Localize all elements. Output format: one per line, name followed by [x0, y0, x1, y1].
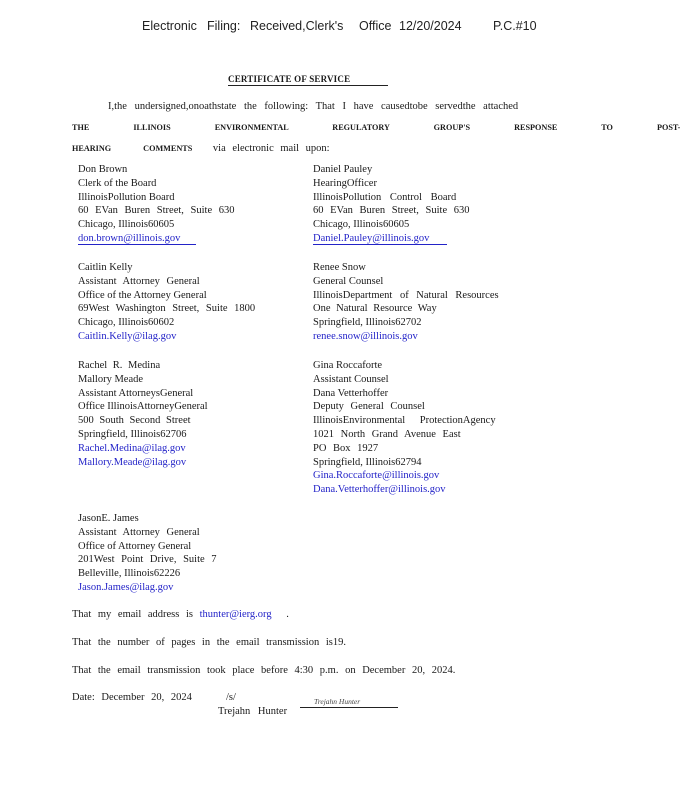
recipient-line: Rachel R. Medina: [78, 360, 161, 371]
recipient-line: 60 EVan Buren Street, Suite 630: [78, 205, 235, 217]
recipient-email[interactable]: Dana.Vetterhoffer@illinois.gov: [313, 484, 446, 496]
recipient-line: General Counsel: [313, 275, 384, 287]
recipient-email[interactable]: Caitlin.Kelly@ilag.gov: [78, 330, 177, 342]
recipient-email[interactable]: renee.snow@illinois.gov: [313, 330, 418, 342]
recipient-line: 201West Point Drive, Suite 7: [78, 554, 217, 566]
pages-statement: That the number of pages in the email transmission is19.: [72, 637, 346, 648]
time-statement: That the email transmission took place before 4:30 p.m. on December 20, 2024.: [72, 665, 456, 676]
signature-date: Date: December 20, 2024: [72, 692, 192, 703]
recipient-line: Office of Attorney General: [78, 540, 192, 552]
intro-line-1: I,the undersigned,onoathstate the following: That I have causedtobe servedthe attached: [108, 101, 519, 112]
office-label: Office: [359, 19, 392, 33]
recipient-line: 69West Washington Street, Suite 1800: [78, 303, 256, 315]
recipient-line: IllinoisDepartment of Natural Resources: [313, 289, 499, 301]
intro-line-2: THE ILLINOIS ENVIRONMENTAL REGULATORY GROUP'S RESPONSE TO POST-: [72, 123, 680, 132]
recipient-line: Chicago, Illinois60602: [78, 317, 175, 329]
recipient-block: [313, 163, 469, 246]
recipient-line: IllinoisEnvironmental ProtectionAgency: [313, 415, 496, 427]
recipient-email[interactable]: Mallory.Meade@ilag.gov: [78, 456, 187, 468]
recipient-line: JasonE. James: [78, 513, 139, 524]
signature-slash: /s/: [226, 692, 236, 703]
recipient-line: Deputy General Counsel: [313, 401, 425, 413]
received-label: Received,Clerk's: [250, 19, 344, 33]
recipient-line: Chicago, Illinois60605: [78, 219, 175, 231]
recipient-line: IllinoisPollution Control Board: [313, 191, 457, 203]
recipient-line: Office of the Attorney General: [78, 289, 207, 301]
recipient-line: 60 EVan Buren Street, Suite 630: [313, 205, 470, 217]
recipient-line: Springfield, Illinois62794: [313, 456, 422, 468]
intro-line-3: [72, 143, 330, 154]
recipient-block: [78, 163, 234, 246]
pc-number: P.C.#10: [493, 19, 537, 33]
recipient-line: Clerk of the Board: [78, 177, 157, 189]
recipient-line: PO Box 1927: [313, 442, 379, 454]
document-title: CERTIFICATE OF SERVICE: [228, 74, 388, 86]
recipient-line: Assistant AttorneysGeneral: [78, 387, 194, 399]
recipient-email[interactable]: Rachel.Medina@ilag.gov: [78, 442, 186, 454]
recipient-block: [78, 512, 217, 595]
recipient-line: Caitlin Kelly: [78, 262, 133, 273]
email-statement-prefix: That my email address is: [72, 609, 193, 620]
filing-date: 12/20/2024: [399, 19, 462, 33]
recipient-block: [313, 261, 499, 344]
recipient-line: 500 South Second Street: [78, 415, 191, 427]
recipient-line: 1021 North Grand Avenue East: [313, 428, 461, 440]
recipient-block: [78, 261, 255, 344]
signature-script: Trejahn Hunter: [300, 697, 398, 708]
recipient-email[interactable]: don.brown@illinois.gov: [78, 233, 196, 245]
intro-line-3-caps: HEARING COMMENTS: [72, 144, 193, 153]
recipient-line: Springfield, Illinois62706: [78, 428, 187, 440]
recipient-line: Daniel Pauley: [313, 164, 373, 175]
recipient-line: Dana Vetterhoffer: [313, 387, 389, 399]
email-statement: [72, 609, 289, 620]
recipient-email[interactable]: Gina.Roccaforte@illinois.gov: [313, 470, 440, 482]
recipient-email[interactable]: Daniel.Pauley@illinois.gov: [313, 233, 447, 245]
recipient-line: Office IllinoisAttorneyGeneral: [78, 401, 208, 413]
recipient-line: Don Brown: [78, 164, 128, 175]
recipient-block: [78, 359, 208, 469]
recipient-block: [313, 359, 496, 497]
recipient-email[interactable]: Jason.James@ilag.gov: [78, 581, 174, 593]
intro-line-3-rest: via electronic mail upon:: [212, 143, 330, 154]
recipient-line: Assistant Attorney General: [78, 275, 200, 287]
recipient-line: Assistant Counsel: [313, 373, 389, 385]
recipient-line: Assistant Attorney General: [78, 526, 200, 538]
recipient-line: Chicago, Illinois60605: [313, 219, 410, 231]
recipient-line: Renee Snow: [313, 262, 366, 273]
signer-name: Trejahn Hunter: [218, 706, 288, 717]
recipient-line: One Natural Resource Way: [313, 303, 437, 315]
recipient-line: IllinoisPollution Board: [78, 191, 175, 203]
sender-email[interactable]: thunter@ierg.org: [199, 609, 272, 620]
recipient-line: Springfield, Illinois62702: [313, 317, 422, 329]
recipient-line: Belleville, Illinois62226: [78, 568, 181, 580]
email-statement-suffix: .: [286, 609, 289, 620]
recipient-line: HearingOfficer: [313, 177, 377, 189]
filing-label: Electronic: [142, 19, 197, 33]
filing-word: Filing:: [207, 19, 241, 33]
recipient-line: Gina Roccaforte: [313, 360, 383, 371]
recipient-line: Mallory Meade: [78, 373, 144, 385]
